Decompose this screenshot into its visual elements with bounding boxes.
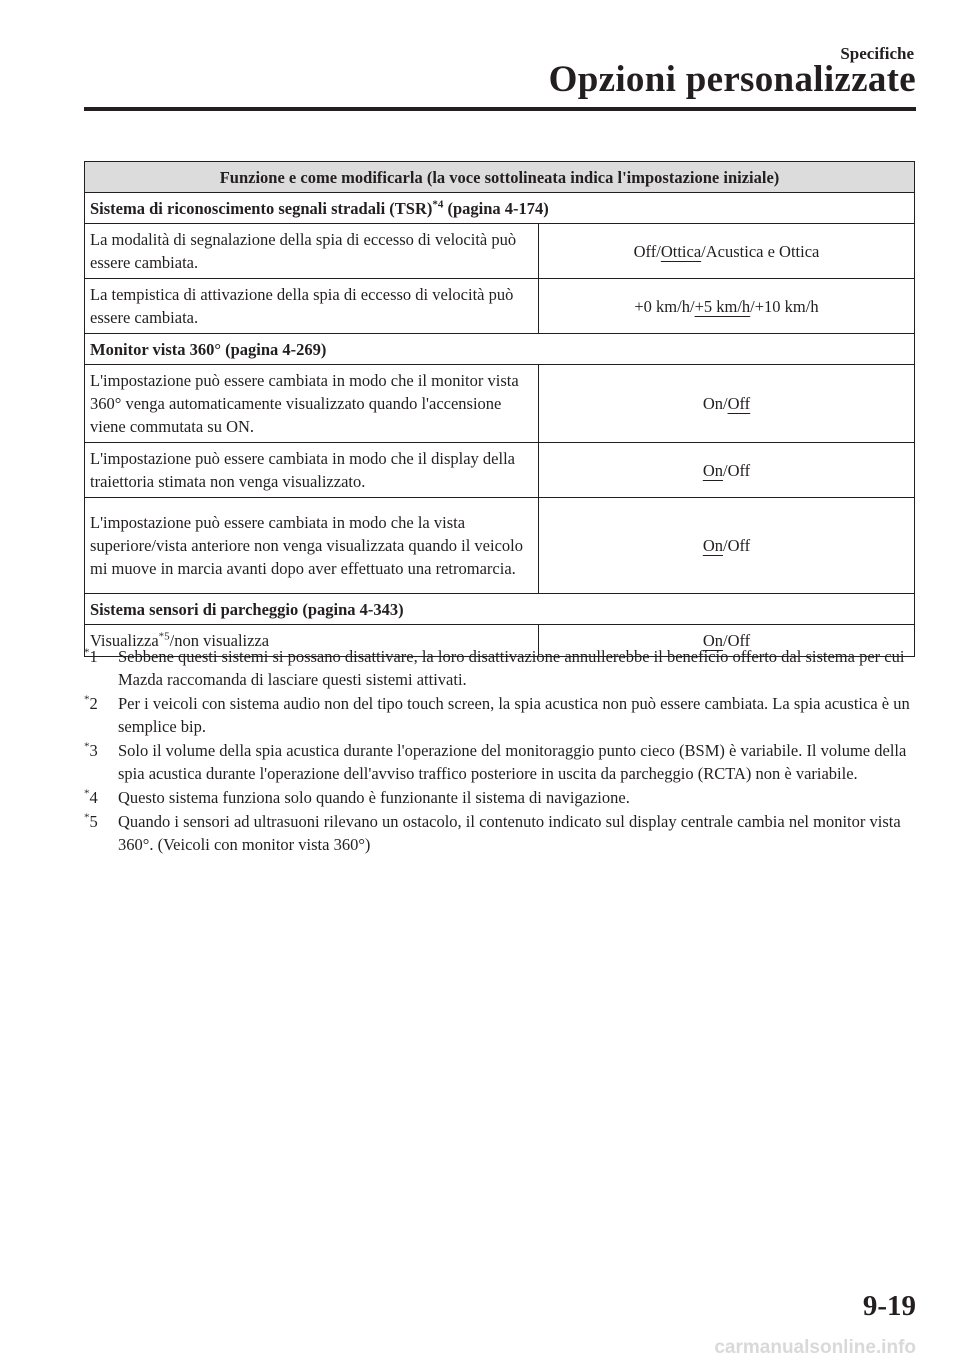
page-number: 9-19 [862, 1290, 916, 1322]
footnote [84, 810, 915, 856]
setting-description: La modalità di segnalazione della spia di eccesso di velocità può essere cambiata. [85, 224, 539, 279]
footnote [84, 739, 915, 785]
footnote-mark: *2 [84, 693, 98, 713]
setting-options: +0 km/h/+5 km/h/+10 km/h [539, 279, 915, 334]
default-option: On [702, 631, 723, 650]
default-option: On [702, 460, 723, 480]
setting-options: On/Off [539, 443, 915, 498]
default-option: +5 km/h [694, 296, 751, 316]
default-option: On [702, 536, 723, 555]
table-column-header: Funzione e come modificarla (la voce sottolineata indica l'impostazione iniziale) [85, 162, 915, 193]
section-title: Sistema sensori di parcheggio (pagina 4-343) [85, 594, 915, 625]
setting-description: Visualizza$^{*5}$/non visualizza [85, 625, 539, 657]
default-option: Ottica [660, 241, 702, 261]
watermark: carmanualsonline.info [714, 1337, 916, 1358]
footnote-text: Sebbene questi sistemi si possano disattivare, la loro disattivazione annullerebbe il beneficio offerto dal sistema per cui Mazda raccomanda di lasciare questi sistemi attivati. [118, 647, 905, 689]
footnote-mark: *3 [84, 740, 98, 760]
table-row [85, 498, 915, 594]
table-row [85, 365, 915, 443]
setting-description: La tempistica di attivazione della spia di eccesso di velocità può essere cambiata. [85, 279, 539, 334]
setting-options: Off/Ottica/Acustica e Ottica [539, 224, 915, 279]
settings-table [84, 161, 915, 657]
setting-description: L'impostazione può essere cambiata in modo che il display della traiettoria stimata non venga visualizzato. [85, 443, 539, 498]
setting-options: On/Off [539, 498, 915, 594]
section-title: Sistema di riconoscimento segnali stradali (TSR)$^{*4}$ (pagina 4-174) [85, 193, 915, 224]
header-rule [84, 107, 916, 111]
table-row [85, 279, 915, 334]
table-row [85, 224, 915, 279]
footnote [84, 692, 915, 738]
table-row [85, 443, 915, 498]
setting-options: On/Off [539, 365, 915, 443]
table-header-row [85, 162, 915, 193]
page-title: Opzioni personalizzate [548, 59, 916, 100]
default-option: Off [727, 394, 751, 413]
setting-options: On/Off [539, 625, 915, 657]
footnote-text: Per i veicoli con sistema audio non del tipo touch screen, la spia acustica non può essere cambiata. La spia acustica è un semplice bip. [118, 694, 910, 736]
footnote-text: Questo sistema funziona solo quando è funzionante il sistema di navigazione. [118, 788, 630, 807]
section-label: Specifiche [840, 44, 914, 63]
footnote-mark: *5 [84, 811, 98, 831]
section-title: Monitor vista 360° (pagina 4-269) [85, 334, 915, 365]
footnote [84, 786, 915, 809]
footnote-text: Solo il volume della spia acustica durante l'operazione del monitoraggio punto cieco (BSM) è variabile. Il volume della spia acustica durante l'operazione dell'avviso traffico posteriore in uscita da parcheggio (RCTA) non è variabile. [118, 741, 907, 783]
footnote-mark: *4 [84, 787, 98, 807]
section-row [85, 594, 915, 625]
section-row [85, 334, 915, 365]
footnote-mark: *1 [84, 646, 98, 666]
footnotes [84, 645, 915, 857]
footnote [84, 645, 915, 691]
section-row [85, 193, 915, 224]
setting-description: L'impostazione può essere cambiata in modo che il monitor vista 360° venga automaticamente visualizzato quando l'accensione viene commutata su ON. [85, 365, 539, 443]
footnote-text: Quando i sensori ad ultrasuoni rilevano un ostacolo, il contenuto indicato sul display centrale cambia nel monitor vista 360°. (Veicoli con monitor vista 360°) [118, 812, 901, 854]
setting-description: L'impostazione può essere cambiata in modo che la vista superiore/vista anteriore non venga visualizzata quando il veicolo mi muove in marcia avanti dopo aver effettuato una retromarcia. [85, 498, 539, 594]
